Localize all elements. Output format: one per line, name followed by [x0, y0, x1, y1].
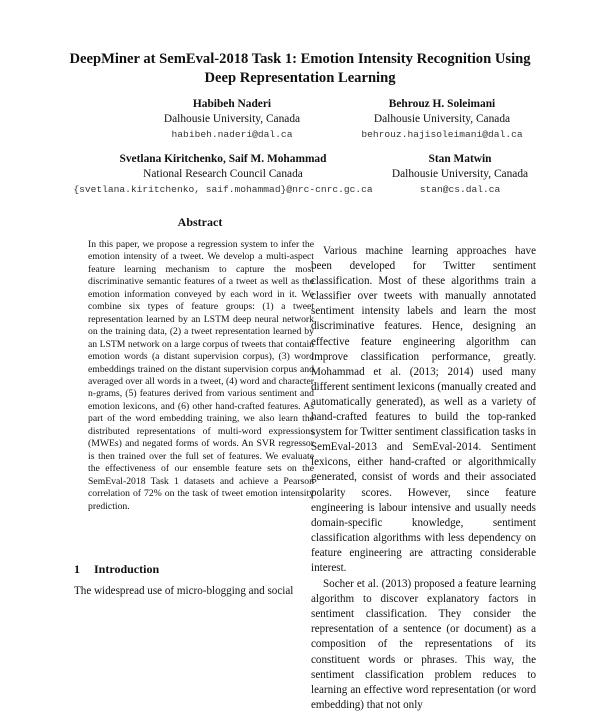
- author-block-matwin: [340, 152, 580, 197]
- author-affiliation: National Research Council Canada: [143, 168, 303, 180]
- author-email[interactable]: behrouz.hajisoleimani@dal.ca: [361, 129, 523, 140]
- section-heading-introduction: [74, 562, 159, 577]
- author-block-kiritchenko-mohammad: [58, 152, 388, 197]
- abstract-heading: Abstract: [177, 215, 223, 229]
- author-name: Svetlana Kiritchenko, Saif M. Mohammad: [119, 153, 327, 165]
- author-name: Behrouz H. Soleimani: [388, 98, 496, 110]
- introduction-first-line: The widespread use of micro-blogging and social: [74, 585, 294, 597]
- section-number: 1: [74, 562, 80, 576]
- abstract-body: [88, 239, 314, 513]
- author-affiliation: Dalhousie University, Canada: [391, 168, 529, 180]
- author-email[interactable]: habibeh.naderi@dal.ca: [171, 129, 293, 140]
- author-name: Stan Matwin: [428, 153, 492, 165]
- author-affiliation: Dalhousie University, Canada: [163, 113, 301, 125]
- author-block-soleimani: [322, 97, 562, 142]
- paragraph-socher: Socher et al. (2013) proposed a feature learning algorithm to discover explanatory factors in sentiment classification. They consider the representation of a sentence (or document) as a composition of the representations of its constituent words or phrases. This way, the sentiment classification problem reduces to learning an effective word representation (or word embedding) that not only: [311, 578, 536, 711]
- right-column-text: [311, 244, 536, 713]
- paragraph-ml-approaches: Various machine learning approaches have been developed for Twitter sentiment classification. Most of these algorithms train a classifier over tweets with manually annotated sentiment intensity labels and learn the most discriminative features. Hence, designing an effective feature engineering algorithm can improve classification performance, greatly. Mohammad et al. (2013; 2014) used many different sentiment lexicons (manually created and automatically generated), as well as a variety of hand-crafted features to build the top-ranked system for Twitter sentiment classification tasks in SemEval-2013 and SemEval-2014. Sentiment lexicons, either hand-crafted or algorithmically generated, consist of words and their associated polarity scores. However, since feature engineering is labour intensive and usually needs domain-specific knowledge, sentiment classification algorithms with less dependency on feature engineering are attracting considerable interest.: [311, 245, 536, 574]
- section-title: Introduction: [94, 562, 160, 576]
- abstract-text: In this paper, we propose a regression system to infer the emotion intensity of a tweet. We develop a multi-aspect feature learning mechanism to capture the most discriminative semantic features of a tweet as well as the emotion information conveyed by each word in it. We combine six types of feature groups: (1) a tweet representation learned by an LSTM deep neural network on the training data, (2) a tweet representation learned by an LSTM network on a large corpus of tweets that contain emotion words (a distant supervision corpus), (3) word embeddings trained on the distant supervision corpus and averaged over all words in a tweet, (4) word and character n-grams, (5) features derived from various sentiment and emotion lexicons, and (6) other hand-crafted features. As part of the word embedding training, we also learn the distributed representations of multi-word expressions (MWEs) and negated forms of words. An SVR regressor is then trained over the full set of features. We evaluate the effectiveness of our ensemble feature sets on the SemEval-2018 Task 1 datasets and achieve a Pearson correlation of 72% on the task of tweet emotion intensity prediction.: [88, 239, 314, 512]
- paper-title-line-1: DeepMiner at SemEval-2018 Task 1: Emotion Intensity Recognition Using: [69, 51, 531, 67]
- author-email[interactable]: {svetlana.kiritchenko, saif.mohammad}@nrc-cnrc.gc.ca: [73, 184, 373, 195]
- author-name: Habibeh Naderi: [192, 98, 272, 110]
- paper-title-line-2: Deep Representation Learning: [204, 70, 396, 86]
- author-affiliation: Dalhousie University, Canada: [373, 113, 511, 125]
- author-block-naderi: [112, 97, 352, 142]
- author-email[interactable]: stan@cs.dal.ca: [419, 184, 501, 195]
- paper-title: [40, 50, 560, 88]
